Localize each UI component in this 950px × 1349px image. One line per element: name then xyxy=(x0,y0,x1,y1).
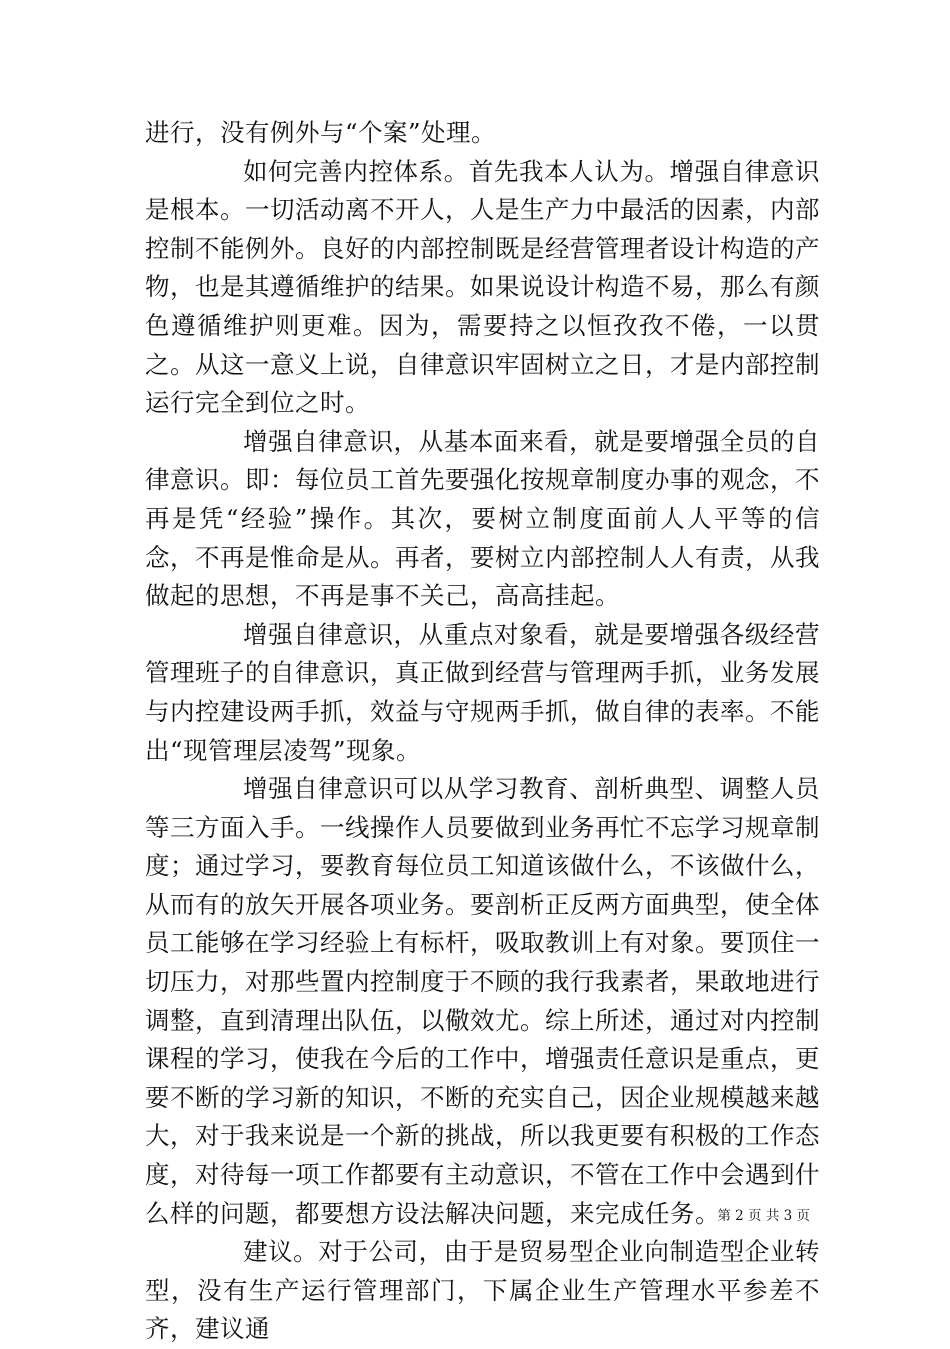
paragraph-all-staff: 增强自律意识，从基本面来看，就是要增强全员的自律意识。即：每位员工首先要强化按规章制度办事的观念，不再是凭“经验”操作。其次，要树立制度面前人人平等的信念，不再是惟命是从。再者，要树立内部控制人人有责，从我做起的思想，不再是事不关己，高高挂起。 xyxy=(145,426,820,611)
paragraph-methods: 增强自律意识可以从学习教育、剖析典型、调整人员等三方面入手。一线操作人员要做到业务再忙不忘学习规章制度；通过学习，要教育每位员工知道该做什么，不该做什么，从而有的放矢开展各项业务。要剖析正反两方面典型，使全体员工能够在学习经验上有标杆，吸取教训上有对象。要顶住一切压力，对那些置内控制度于不顾的我行我素者，果敢地进行调整，直到清理出队伍，以儆效尤。综上所述，通过对内控制课程的学习，使我在今后的工作中，增强责任意识是重点，更要不断的学习新的知识，不断的充实自己，因企业规模越来越大，对于我来说是一个新的挑战，所以我更要有积极的工作态度，对待每一项工作都要有主动意识，不管在工作中会遇到什么样的问题，都要想方设法解决问题，来完成任务。 xyxy=(145,774,820,1228)
body-text xyxy=(145,114,820,1349)
paragraph-management: 增强自律意识，从重点对象看，就是要增强各级经营管理班子的自律意识，真正做到经营与管理两手抓，业务发展与内控建设两手抓，效益与守规两手抓，做自律的表率。不能出“现管理层凌驾”现象。 xyxy=(145,619,820,765)
paragraph-internal-control: 如何完善内控体系。首先我本人认为。增强自律意识是根本。一切活动离不开人，人是生产力中最活的因素，内部控制不能例外。良好的内部控制既是经营管理者设计构造的产物，也是其遵循维护的结果。如果说设计构造不易，那么有颜色遵循维护则更难。因为，需要持之以恒孜孜不倦，一以贯之。从这一意义上说，自律意识牢固树立之日，才是内部控制运行完全到位之时。 xyxy=(145,156,820,418)
paragraph-continuation: 进行，没有例外与“个案”处理。 xyxy=(145,118,497,147)
paragraph-suggestion: 建议。对于公司，由于是贸易型企业向制造型企业转型，没有生产运行管理部门，下属企业生产管理水平参差不齐，建议通 xyxy=(145,1237,820,1344)
page-number: 第 2 页 共 3 页 xyxy=(717,1208,810,1224)
